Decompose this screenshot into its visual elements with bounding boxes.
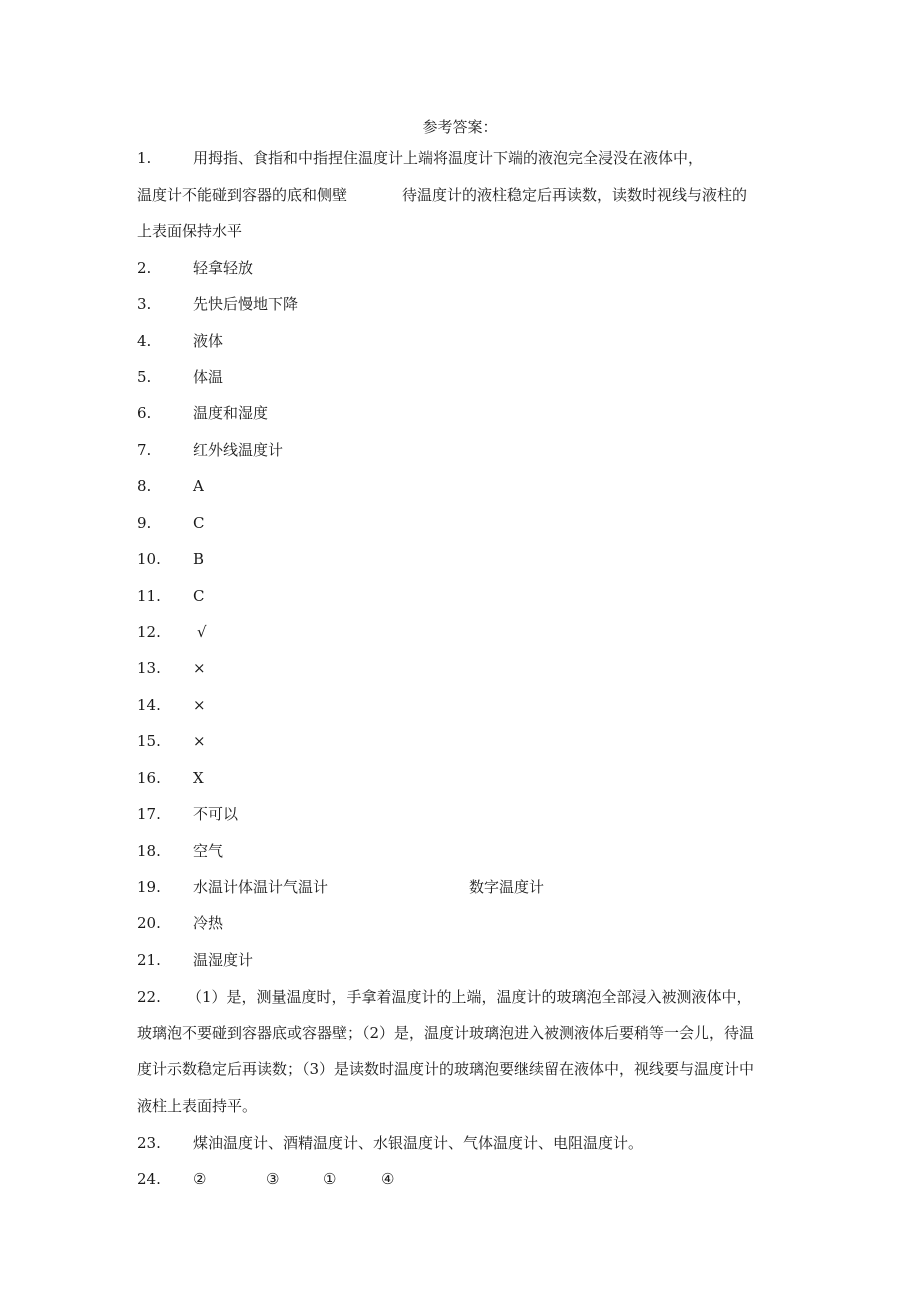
question-number: 19. (137, 878, 161, 896)
question-number: 1. (137, 149, 152, 167)
answer-text: 不可以 (193, 805, 239, 823)
answer-text: 冷热 (193, 914, 224, 932)
answer-text: 度计示数稳定后再读数；（3）是读数时温度计的玻璃泡要继续留在液体中，视线要与温度计中 (137, 1060, 755, 1078)
question-number: 22. (137, 988, 161, 1006)
answer-text: C (193, 514, 205, 532)
answer-text: B (193, 550, 205, 568)
question-number: 14. (137, 696, 161, 714)
answer-text: 体温 (193, 368, 224, 386)
question-number: 15. (137, 732, 161, 750)
answer-text: ③ (266, 1170, 280, 1188)
question-number: 24. (137, 1170, 161, 1188)
answer-text: 红外线温度计 (193, 441, 284, 459)
answer-text: X (193, 769, 204, 787)
answer-text: A (193, 477, 204, 495)
answer-text: 玻璃泡不要碰到容器底或容器壁；（2）是，温度计玻璃泡进入被测液体后要稍等一会儿，待温 (137, 1024, 755, 1042)
answer-text: 液柱上表面持平。 (137, 1097, 258, 1115)
question-number: 2. (137, 259, 152, 277)
answer-text: （1）是，测量温度时，手拿着温度计的上端，温度计的玻璃泡全部浸入被测液体中， (187, 988, 752, 1006)
answer-text: ② (193, 1170, 207, 1188)
question-number: 23. (137, 1134, 161, 1152)
question-number: 18. (137, 842, 161, 860)
answer-text: 水温计体温计气温计 (193, 878, 329, 896)
answer-text: √ (197, 623, 207, 641)
answer-text: 煤油温度计、酒精温度计、水银温度计、气体温度计、电阻温度计。 (193, 1134, 644, 1152)
answer-text: × (193, 732, 206, 750)
question-number: 7. (137, 441, 152, 459)
answer-text: 轻拿轻放 (193, 259, 254, 277)
question-number: 12. (137, 623, 161, 641)
question-number: 16. (137, 769, 161, 787)
question-number: 9. (137, 514, 152, 532)
answer-text: 温度和湿度 (193, 404, 269, 422)
question-number: 21. (137, 951, 161, 969)
answer-text: 待温度计的液柱稳定后再读数，读数时视线与液柱的 (402, 186, 748, 204)
question-number: 20. (137, 914, 161, 932)
question-number: 10. (137, 550, 161, 568)
question-number: 11. (137, 587, 161, 605)
question-number: 5. (137, 368, 152, 386)
question-number: 13. (137, 659, 161, 677)
answer-text: 先快后慢地下降 (193, 295, 299, 313)
answer-text: 用拇指、食指和中指捏住温度计上端将温度计下端的液泡完全浸没在液体中， (193, 149, 704, 167)
question-number: 4. (137, 332, 152, 350)
answer-text: × (193, 659, 206, 677)
answer-text: 上表面保持水平 (137, 222, 243, 240)
answer-text: 数字温度计 (469, 878, 545, 896)
answer-text: 空气 (193, 842, 224, 860)
answer-text: 温度计不能碰到容器的底和侧壁 (137, 186, 348, 204)
question-number: 3. (137, 295, 152, 313)
answer-text: ④ (381, 1170, 395, 1188)
answer-text: 液体 (193, 332, 224, 350)
answer-text: × (193, 696, 206, 714)
question-number: 8. (137, 477, 152, 495)
page-title: 参考答案： (422, 118, 498, 136)
answer-text: 温湿度计 (193, 951, 254, 969)
answer-text: ① (323, 1170, 337, 1188)
question-number: 17. (137, 805, 161, 823)
question-number: 6. (137, 404, 152, 422)
answer-text: C (193, 587, 205, 605)
